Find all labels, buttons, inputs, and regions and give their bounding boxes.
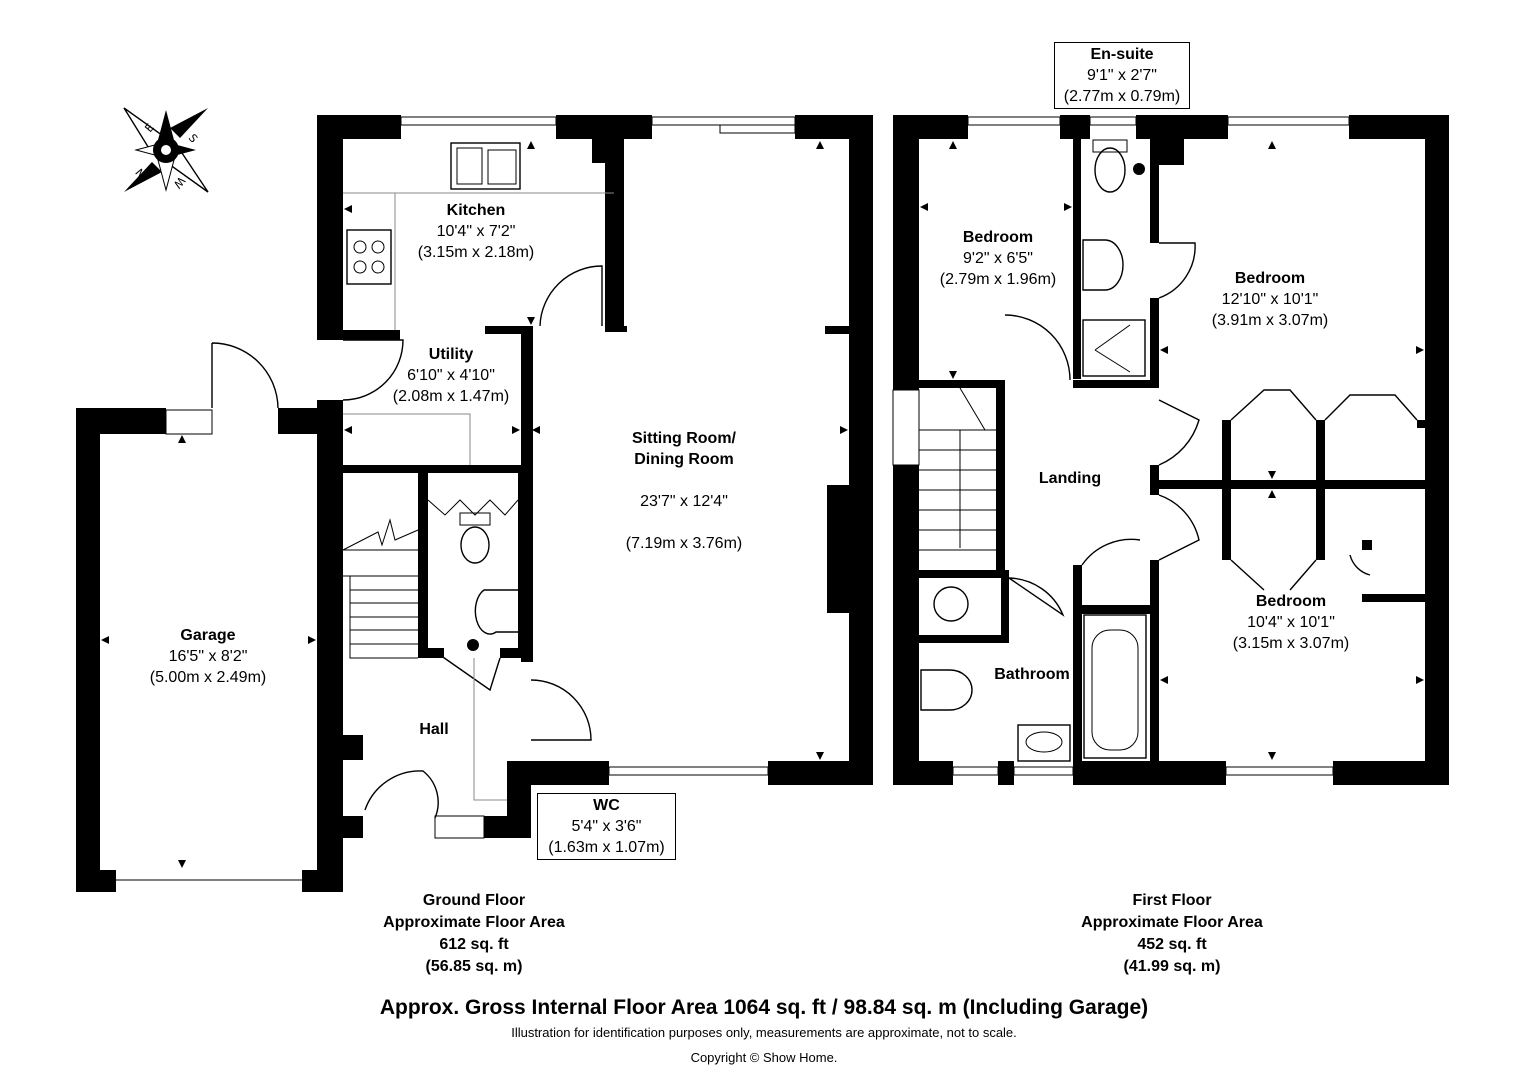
- room-imperial: 5'4" x 3'6": [571, 818, 642, 835]
- floor-subtitle: Approximate Floor Area: [383, 914, 565, 931]
- room-label-bedroom-3: [1211, 591, 1371, 654]
- room-imperial: 10'4" x 10'1": [1247, 614, 1335, 631]
- room-label-hall: [394, 719, 474, 740]
- room-name: Garage: [180, 627, 236, 644]
- room-label-sitting-dining: [604, 407, 764, 575]
- room-name: Bathroom: [994, 666, 1070, 683]
- room-label-bedroom-2: [1190, 268, 1350, 331]
- room-label-landing: [1030, 468, 1110, 489]
- first-floor-summary: [1052, 890, 1292, 978]
- room-imperial: 9'1" x 2'7": [1087, 67, 1157, 84]
- compass-rose-icon: [124, 108, 208, 192]
- compass-letter-n: N: [133, 165, 149, 181]
- room-name: WC: [593, 797, 620, 814]
- room-imperial: 23'7" x 12'4": [640, 493, 728, 510]
- room-metric: (2.79m x 1.96m): [939, 271, 1057, 288]
- room-label-kitchen: [396, 200, 556, 263]
- floor-title: Ground Floor: [422, 892, 526, 909]
- room-label-utility: [373, 344, 529, 407]
- room-metric: (2.08m x 1.47m): [392, 388, 510, 405]
- compass-letter-s: S: [185, 131, 201, 146]
- room-label-bedroom-1: [918, 227, 1078, 290]
- room-metric: (1.63m x 1.07m): [548, 839, 665, 856]
- room-metric: (5.00m x 2.49m): [149, 669, 267, 686]
- room-metric: (2.77m x 0.79m): [1063, 88, 1181, 105]
- floor-area-sqft: 612 sq. ft: [439, 936, 509, 953]
- room-name: Kitchen: [446, 202, 506, 219]
- room-imperial: 12'10" x 10'1": [1221, 291, 1319, 308]
- floor-area-sqm: (56.85 sq. m): [425, 958, 523, 975]
- room-name: Sitting Room/ Dining Room: [632, 430, 736, 468]
- ground-floor-summary: [354, 890, 594, 978]
- disclaimer-text: Illustration for identification purposes only, measurements are approximate, not to scale.: [511, 1025, 1017, 1040]
- floor-subtitle: Approximate Floor Area: [1081, 914, 1263, 931]
- compass-letter-e: E: [142, 121, 157, 135]
- copyright-text: Copyright © Show Home.: [690, 1050, 838, 1065]
- floor-title: First Floor: [1132, 892, 1212, 909]
- gross-floor-area: Approx. Gross Internal Floor Area 1064 sq. ft / 98.84 sq. m (Including Garage): [379, 996, 1149, 1019]
- room-label-ensuite: [1054, 42, 1190, 109]
- room-imperial: 10'4" x 7'2": [436, 223, 516, 240]
- room-label-garage: [128, 625, 288, 688]
- room-imperial: 6'10" x 4'10": [407, 367, 495, 384]
- floor-area-sqft: 452 sq. ft: [1137, 936, 1207, 953]
- room-metric: (3.91m x 3.07m): [1211, 312, 1329, 329]
- room-metric: (7.19m x 3.76m): [625, 535, 743, 552]
- room-label-bathroom: [982, 664, 1082, 685]
- room-imperial: 9'2" x 6'5": [963, 250, 1033, 267]
- compass-letter-w: W: [170, 174, 188, 191]
- room-name: Bedroom: [1255, 593, 1327, 610]
- room-label-wc: [537, 793, 676, 860]
- room-metric: (3.15m x 3.07m): [1232, 635, 1350, 652]
- room-imperial: 16'5" x 8'2": [168, 648, 248, 665]
- room-name: Hall: [419, 721, 449, 738]
- room-name: Bedroom: [962, 229, 1034, 246]
- room-name: Landing: [1038, 470, 1102, 487]
- room-name: Bedroom: [1234, 270, 1306, 287]
- room-name: Utility: [428, 346, 474, 363]
- room-name: En-suite: [1090, 46, 1154, 63]
- floor-area-sqm: (41.99 sq. m): [1123, 958, 1221, 975]
- room-metric: (3.15m x 2.18m): [417, 244, 535, 261]
